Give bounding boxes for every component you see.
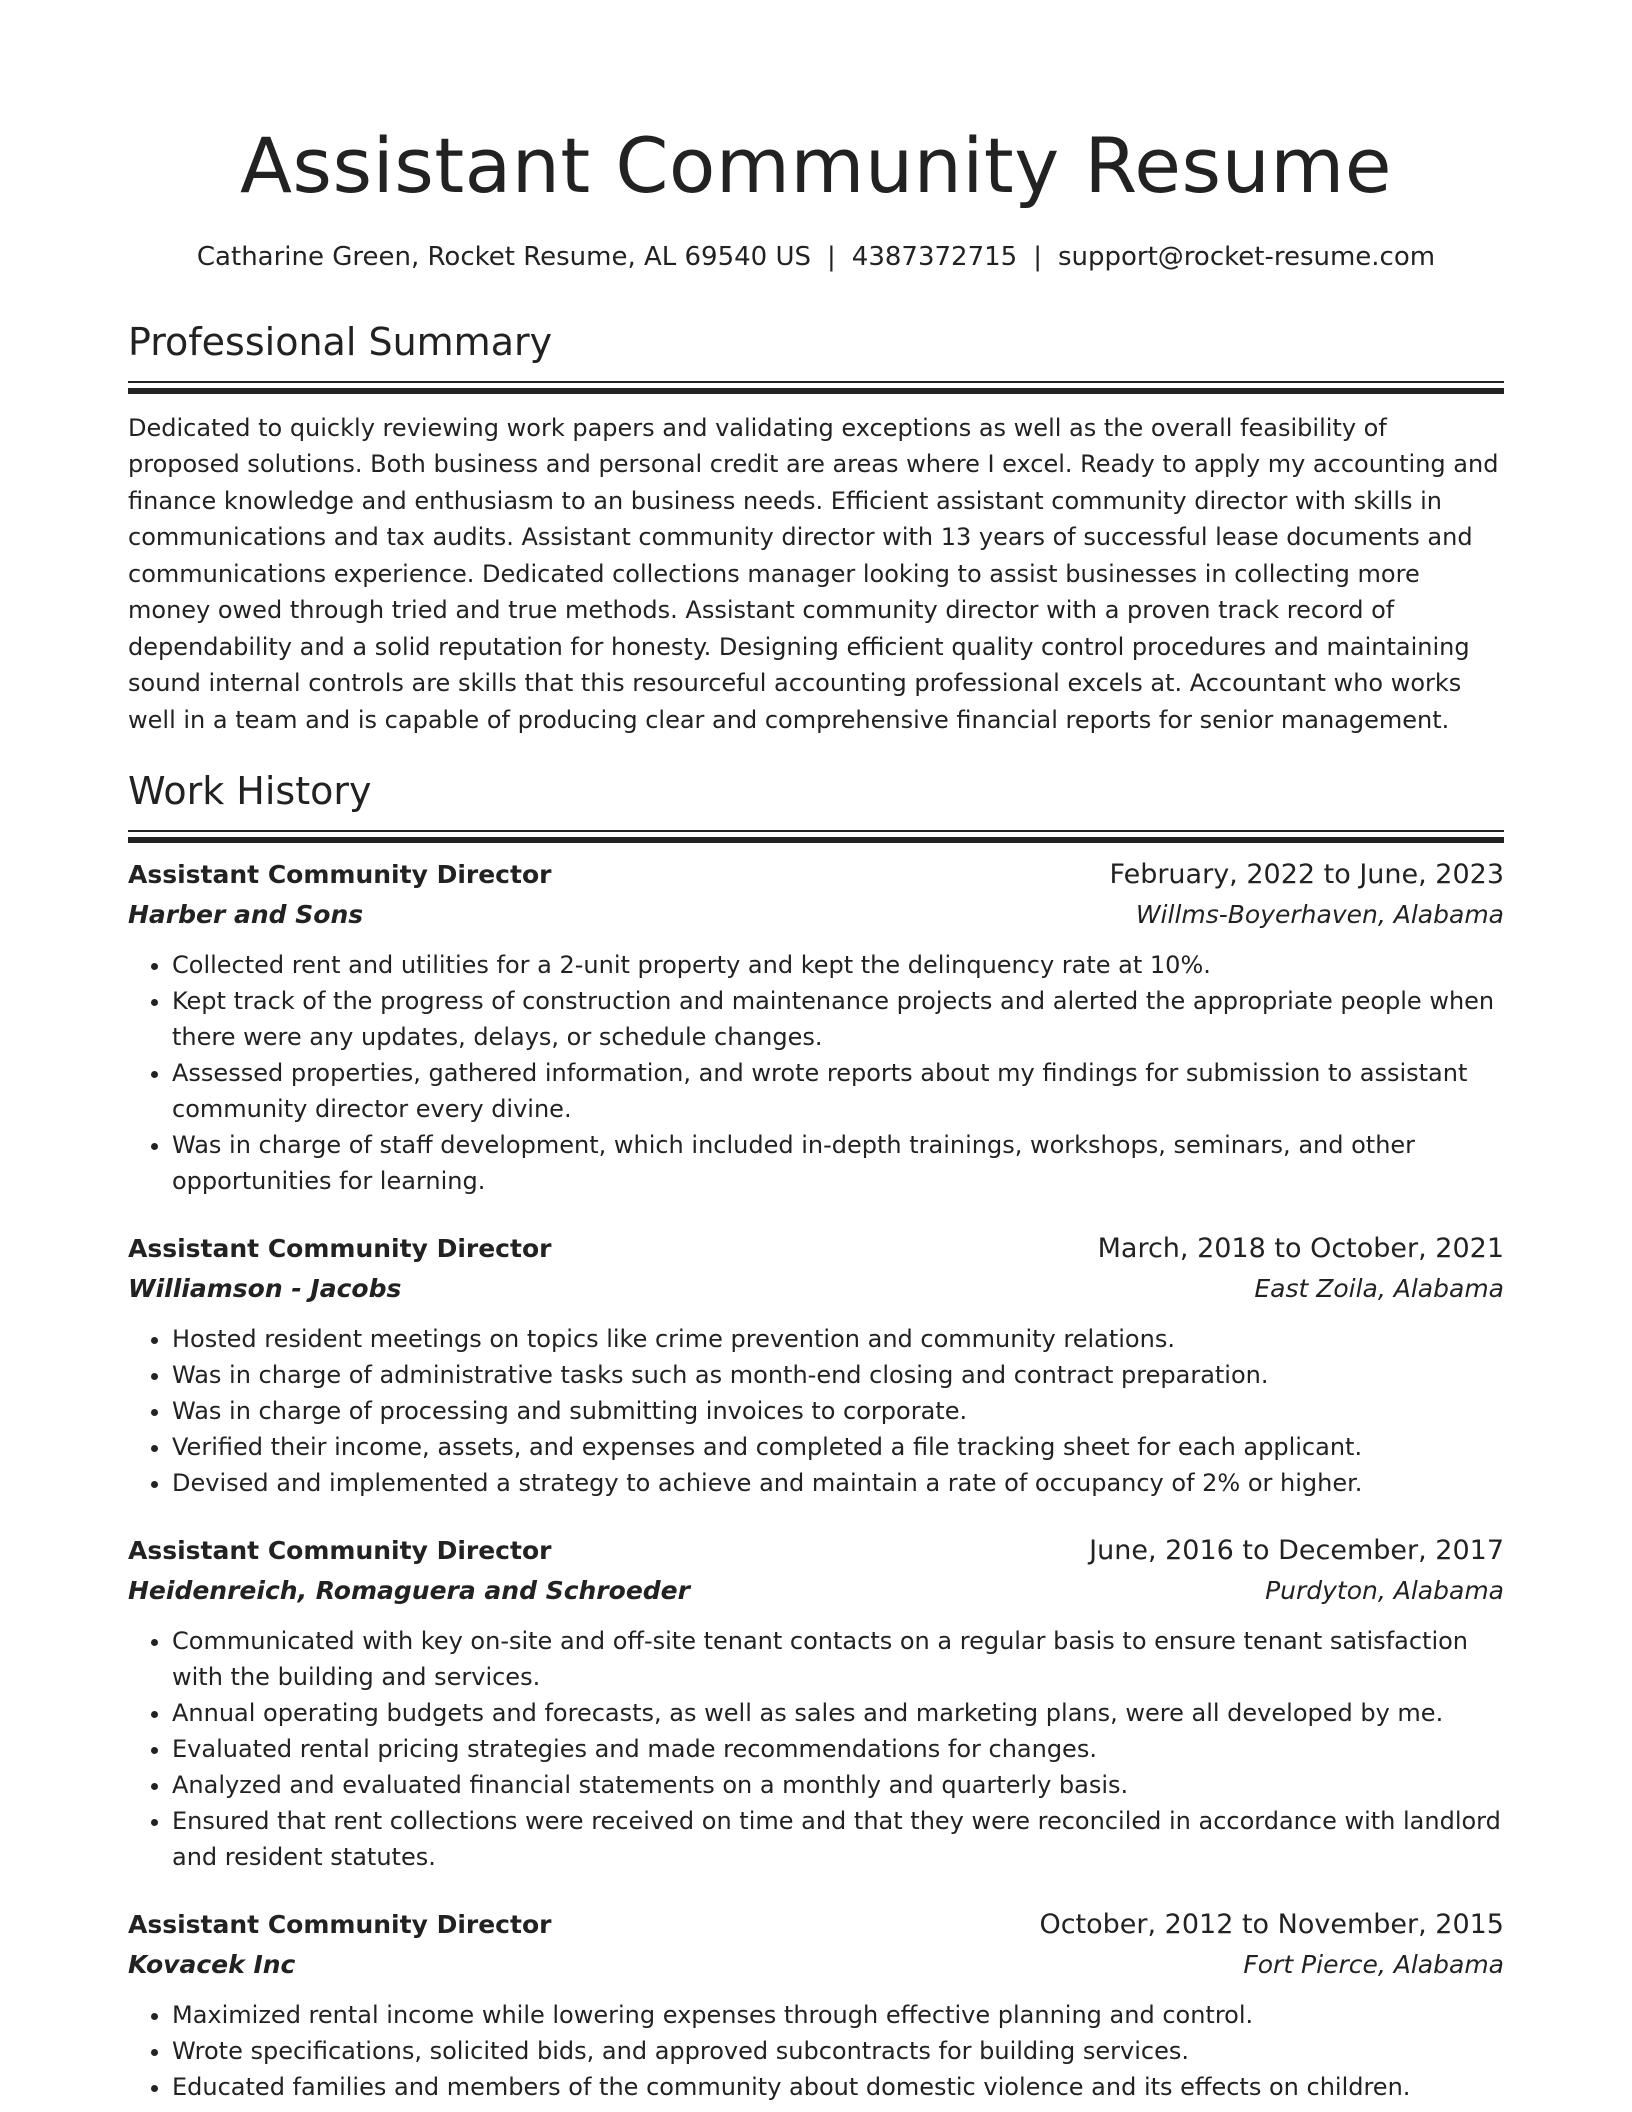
contact-line [128,242,1504,273]
section-divider-thick [128,837,1504,843]
job-location: East Zoila, Alabama [1254,1274,1504,1304]
job-entry [128,1233,1504,1501]
resume-title: Assistant Community Resume [239,121,1393,210]
job-company-row [128,1950,1504,1979]
job-bullet: • Evaluated rental pricing strategies and made recommendations for changes. [172,1731,1504,1767]
job-dates: June, 2016 to December, 2017 [1089,1535,1504,1567]
job-bullet: • Was in charge of processing and submitting invoices to corporate. [172,1393,1504,1429]
section-divider-thick [128,388,1504,394]
job-location: Willms-Boyerhaven, Alabama [1135,900,1504,930]
section-divider-thin [128,381,1504,383]
job-bullet: • Ensured that rent collections were received on time and that they were reconciled in accordance with landlord and resident statutes. [172,1803,1504,1875]
job-header-row [128,1909,1504,1940]
job-location: Purdyton, Alabama [1265,1576,1504,1606]
work-history-list [128,859,1504,2105]
job-entry [128,859,1504,1199]
job-company: Heidenreich, Romaguera and Schroeder [128,1576,690,1606]
job-bullet: • Wrote specifications, solicited bids, and approved subcontracts for building services. [172,2033,1504,2069]
job-header-row [128,1535,1504,1566]
job-bullet-list [128,1321,1504,1501]
contact-separator: | [827,242,836,272]
job-entry [128,1909,1504,2105]
job-title: Assistant Community Director [128,1536,552,1566]
job-bullet: • Maximized rental income while lowering expenses through effective planning and control. [172,1997,1504,2033]
contact-address: Catharine Green, Rocket Resume, AL 69540 US [196,242,812,272]
job-entry [128,1535,1504,1875]
job-title: Assistant Community Director [128,1910,552,1940]
job-company: Williamson - Jacobs [128,1274,402,1304]
section-divider-thin [128,830,1504,832]
job-bullet: • Devised and implemented a strategy to achieve and maintain a rate of occupancy of 2% or higher. [172,1465,1504,1501]
professional-summary-text: Dedicated to quickly reviewing work papers and validating exceptions as well as the overall feasibility of proposed solutions. Both business and personal credit are areas where I excel. Ready to apply my accounting and finance knowledge and enthusiasm to an business needs. Efficient assistant community director with skills in communications and tax audits. Assistant community director with 13 years of successful lease documents and communications experience. Dedicated collections manager looking to assist businesses in collecting more money owed through tried and true methods. Assistant community director with a proven track record of dependability and a solid reputation for honesty. Designing efficient quality control procedures and maintaining sound internal controls are skills that this resourceful accounting professional excels at. Accountant who works well in a team and is capable of producing clear and comprehensive financial reports for senior management. [128,413,1499,734]
job-title: Assistant Community Director [128,1234,552,1264]
contact-email: support@rocket-resume.com [1057,242,1436,272]
job-bullet: • Analyzed and evaluated financial statements on a monthly and quarterly basis. [172,1767,1504,1803]
job-location: Fort Pierce, Alabama [1243,1950,1504,1980]
work-history-heading: Work History [128,769,372,814]
job-bullet: • Annual operating budgets and forecasts, as well as sales and marketing plans, were all developed by me. [172,1695,1504,1731]
job-dates: October, 2012 to November, 2015 [1039,1909,1504,1941]
contact-phone: 4387372715 [851,242,1018,272]
job-dates: February, 2022 to June, 2023 [1109,859,1504,891]
job-header-row [128,859,1504,890]
professional-summary-heading: Professional Summary [128,320,553,365]
job-bullet: • Was in charge of administrative tasks such as month-end closing and contract preparation. [172,1357,1504,1393]
job-bullet: • Hosted resident meetings on topics like crime prevention and community relations. [172,1321,1504,1357]
job-company-row [128,900,1504,929]
job-bullet-list [128,947,1504,1199]
job-bullet: • Was in charge of staff development, which included in-depth trainings, workshops, seminars, and other opportunities for learning. [172,1127,1504,1199]
job-header-row [128,1233,1504,1264]
contact-separator: | [1033,242,1042,272]
job-company-row [128,1576,1504,1605]
job-bullet: • Educated families and members of the community about domestic violence and its effects on children. [172,2069,1504,2105]
job-bullet-list [128,1997,1504,2105]
job-company: Kovacek Inc [128,1950,296,1980]
job-bullet: • Assessed properties, gathered information, and wrote reports about my findings for submission to assistant community director every divine. [172,1055,1504,1127]
job-bullet: • Verified their income, assets, and expenses and completed a file tracking sheet for each applicant. [172,1429,1504,1465]
job-company-row [128,1274,1504,1303]
job-bullet: • Communicated with key on-site and off-site tenant contacts on a regular basis to ensure tenant satisfaction with the building and services. [172,1623,1504,1695]
job-title: Assistant Community Director [128,860,552,890]
job-bullet-list [128,1623,1504,1875]
job-bullet: • Kept track of the progress of construction and maintenance projects and alerted the appropriate people when there were any updates, delays, or schedule changes. [172,983,1504,1055]
job-dates: March, 2018 to October, 2021 [1097,1233,1504,1265]
job-bullet: • Collected rent and utilities for a 2-unit property and kept the delinquency rate at 10%. [172,947,1504,983]
job-company: Harber and Sons [128,900,364,930]
